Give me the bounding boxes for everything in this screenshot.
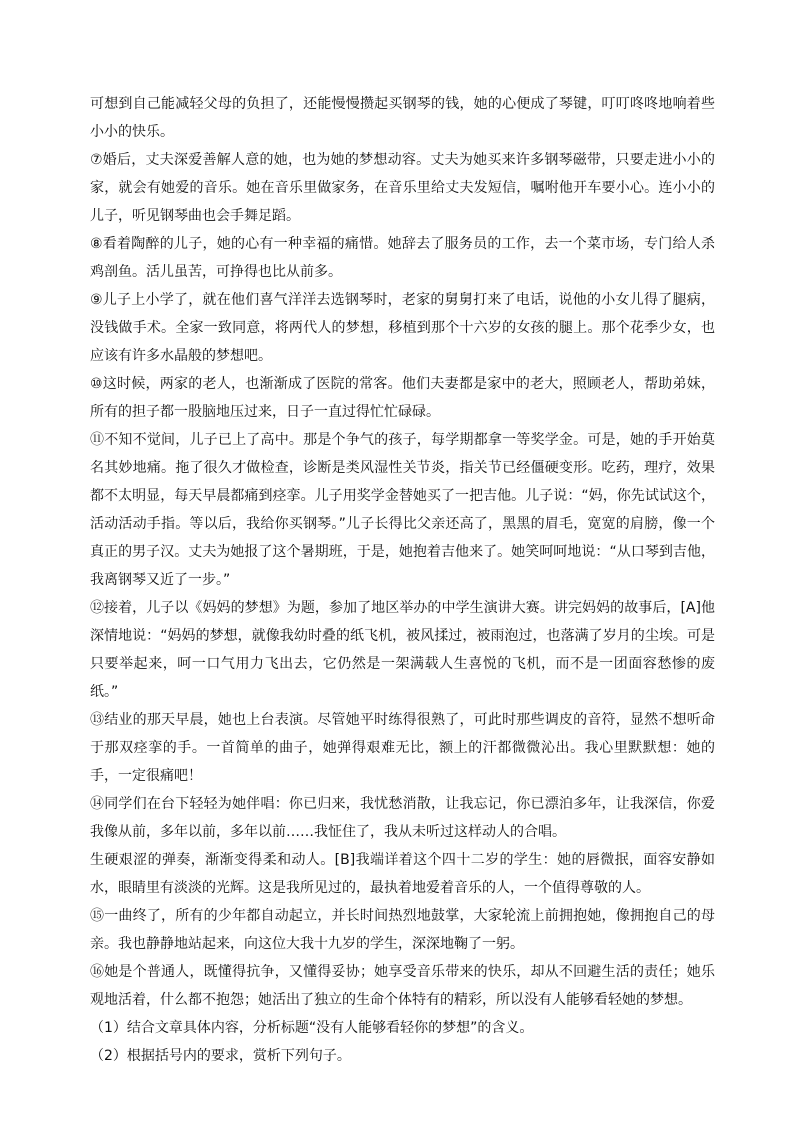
paragraph-10: ⑩这时候，两家的老人，也渐渐成了医院的常客。他们夫妻都是家中的老大，照顾老人，帮助弟妹，所有的担子都一股脑地压过来，日子一直过得忙忙碌碌。 — [90, 376, 715, 420]
paragraph-8: ⑧看着陶醉的儿子，她的心有一种幸福的痛惜。她辞去了服务员的工作，去一个菜市场，专门给人杀鸡剖鱼。活儿虽苦，可挣得也比从前多。 — [90, 236, 715, 280]
paragraph-12: ⑫接着，儿子以《妈妈的梦想》为题，参加了地区举办的中学生演讲大赛。讲完妈妈的故事后，[A]他深情地说：“妈妈的梦想，就像我幼时叠的纸飞机，被风揉过，被雨泡过，也落满了岁月的尘埃。可是只要举起来，呵一口气用力飞出去，它仍然是一架满载人生喜悦的飞机，而不是一团面容愁惨的废纸。” — [90, 600, 715, 700]
paragraph-16: ⑯她是个普通人，既懂得抗争，又懂得妥协；她享受音乐带来的快乐，却从不回避生活的责任；她乐观地活着，什么都不抱怨；她活出了独立的生命个体特有的精彩，所以没有人能够看轻她的梦想。 — [90, 964, 715, 1008]
paragraph-14-continued: 生硬艰涩的弹奏，渐渐变得柔和动人。[B]我端详着这个四十二岁的学生：她的唇微抿，面容安静如水，眼睛里有淡淡的光辉。这是我所见过的，最执着地爱着音乐的人，一个值得尊敬的人。 — [90, 852, 715, 896]
document-page — [90, 90, 715, 1070]
paragraph-15: ⑮一曲终了，所有的少年都自动起立，并长时间热烈地鼓掌，大家轮流上前拥抱她，像拥抱自己的母亲。我也静静地站起来，向这位大我十九岁的学生，深深地鞠了一躬。 — [90, 908, 715, 952]
paragraph-14: ⑭同学们在台下轻轻为她伴唱：你已归来，我忧愁消散，让我忘记，你已漂泊多年，让我深信，你爱我像从前，多年以前，多年以前……我怔住了，我从未听过这样动人的合唱。 — [90, 796, 715, 840]
question-1: （1）结合文章具体内容，分析标题“没有人能够看轻你的梦想”的含义。 — [90, 1020, 534, 1036]
paragraph-6-tail: 可想到自己能减轻父母的负担了，还能慢慢攒起买钢琴的钱，她的心便成了琴键，叮叮咚咚地响着些小小的快乐。 — [90, 96, 715, 140]
paragraph-11: ⑪不知不觉间，儿子已上了高中。那是个争气的孩子，每学期都拿一等奖学金。可是，她的手开始莫名其妙地痛。拖了很久才做检查，诊断是类风湿性关节炎，指关节已经僵硬变形。吃药，理疗，效果都不太明显，每天早晨都痛到痉挛。儿子用奖学金替她买了一把吉他。儿子说：“妈，你先试试这个，活动活动手指。等以后，我给你买钢琴。”儿子长得比父亲还高了，黑黑的眉毛，宽宽的肩膀，像一个真正的男子汉。丈夫为她报了这个暑期班，于是，她抱着吉他来了。她笑呵呵地说：“从口琴到吉他，我离钢琴又近了一步。” — [90, 432, 715, 588]
paragraph-7: ⑦婚后，丈夫深爱善解人意的她，也为她的梦想动容。丈夫为她买来许多钢琴磁带，只要走进小小的家，就会有她爱的音乐。她在音乐里做家务，在音乐里给丈夫发短信，嘱咐他开车要小心。连小小的儿子，听见钢琴曲也会手舞足蹈。 — [90, 152, 715, 224]
paragraph-13: ⑬结业的那天早晨，她也上台表演。尽管她平时练得很熟了，可此时那些调皮的音符，显然不想听命于那双痉挛的手。一首简单的曲子，她弹得艰难无比，额上的汗都微微沁出。我心里默默想：她的手，一定很痛吧！ — [90, 712, 715, 784]
paragraph-9: ⑨儿子上小学了，就在他们喜气洋洋去选钢琴时，老家的舅舅打来了电话，说他的小女儿得了腿病，没钱做手术。全家一致同意，将两代人的梦想，移植到那个十六岁的女孩的腿上。那个花季少女，也应该有许多水晶般的梦想吧。 — [90, 292, 715, 364]
question-2: （2）根据括号内的要求，赏析下列句子。 — [90, 1048, 351, 1064]
